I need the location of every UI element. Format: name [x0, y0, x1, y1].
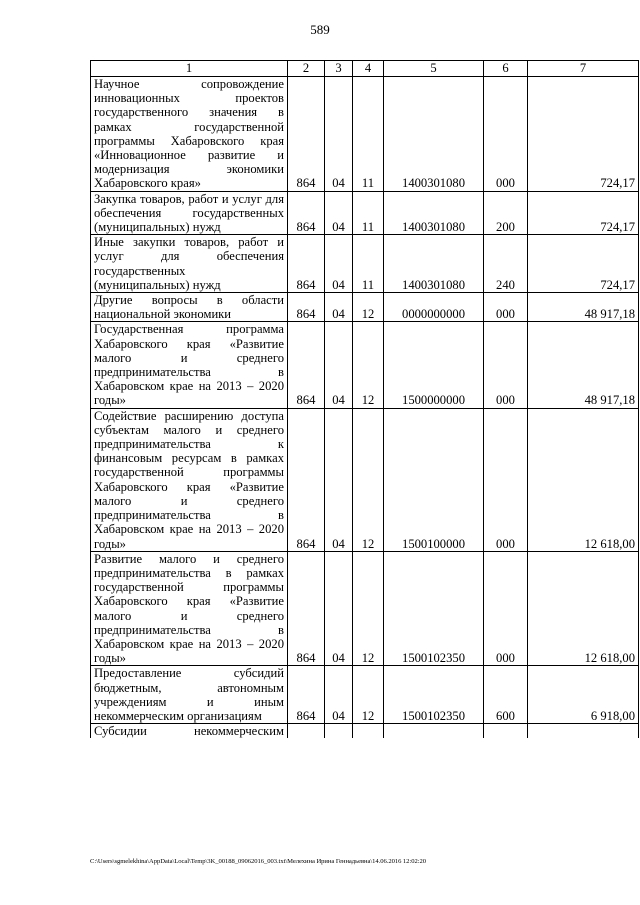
row-name: Другие вопросы в области национальной экономики [91, 293, 288, 322]
cell-amount: 6 918,00 [528, 666, 639, 724]
cell-amount: 12 618,00 [528, 551, 639, 666]
cell-expense-type: 240 [484, 235, 528, 293]
table-row [91, 322, 639, 408]
cell-ministry-code: 864 [288, 191, 325, 235]
cell-expense-type [484, 724, 528, 739]
cell-amount: 724,17 [528, 235, 639, 293]
cell-section: 04 [325, 191, 353, 235]
cell-expense-type: 000 [484, 408, 528, 551]
cell-expense-type: 000 [484, 322, 528, 408]
header-row [91, 61, 639, 77]
cell-amount: 48 917,18 [528, 293, 639, 322]
cell-section [325, 724, 353, 739]
cell-ministry-code: 864 [288, 408, 325, 551]
cell-section: 04 [325, 551, 353, 666]
cell-subsection: 11 [353, 77, 384, 192]
row-name: Предоставление субсидий бюджетным, автономным учреждениям и иным некоммерческим организациям [91, 666, 288, 724]
table-row [91, 408, 639, 551]
cell-ministry-code: 864 [288, 77, 325, 192]
row-name: Содействие расширению доступа субъектам малого и среднего предпринимательства к финансовым ресурсам в рамках государственной программы Хабаровского края «Развитие малого и среднего предпринимательства в Хабаровском крае на 2013 – 2020 годы» [91, 408, 288, 551]
cell-target-article: 1400301080 [384, 77, 484, 192]
cell-subsection [353, 724, 384, 739]
cell-ministry-code: 864 [288, 293, 325, 322]
cell-subsection: 12 [353, 293, 384, 322]
cell-expense-type: 000 [484, 551, 528, 666]
cell-section: 04 [325, 77, 353, 192]
row-name: Научное сопровождение инновационных проектов государственного значения в рамках государственной программы Хабаровского края «Инновационное развитие и модернизация экономики Хабаровского края» [91, 77, 288, 192]
cell-expense-type: 200 [484, 191, 528, 235]
cell-target-article: 1400301080 [384, 235, 484, 293]
cell-target-article: 1500102350 [384, 666, 484, 724]
table-row [91, 191, 639, 235]
row-name: Развитие малого и среднего предпринимательства в рамках государственной программы Хабаровского края «Развитие малого и среднего предпринимательства в Хабаровском крае на 2013 – 2020 годы» [91, 551, 288, 666]
cell-amount [528, 724, 639, 739]
header-col-1: 1 [91, 61, 288, 77]
cell-subsection: 11 [353, 235, 384, 293]
cell-target-article [384, 724, 484, 739]
cell-expense-type: 000 [484, 293, 528, 322]
cell-amount: 48 917,18 [528, 322, 639, 408]
table-row-partial [91, 724, 639, 739]
cell-section: 04 [325, 293, 353, 322]
header-col-4: 4 [353, 61, 384, 77]
table-row [91, 77, 639, 192]
cell-ministry-code: 864 [288, 235, 325, 293]
cell-target-article: 1500000000 [384, 322, 484, 408]
cell-section: 04 [325, 666, 353, 724]
cell-target-article: 1500100000 [384, 408, 484, 551]
cell-amount: 724,17 [528, 77, 639, 192]
cell-ministry-code: 864 [288, 322, 325, 408]
cell-section: 04 [325, 408, 353, 551]
cell-subsection: 12 [353, 408, 384, 551]
page-number: 589 [310, 22, 330, 37]
cell-target-article: 1400301080 [384, 191, 484, 235]
cell-section: 04 [325, 322, 353, 408]
cell-target-article: 1500102350 [384, 551, 484, 666]
file-path-footer: C:\Users\sgmelekhina\AppData\Local\Temp\3K_00188_09062016_003.txt\Мелехина Ирина Геннадьевна\14.06.2016 12:02:20 [90, 858, 426, 865]
header-col-7: 7 [528, 61, 639, 77]
cell-ministry-code: 864 [288, 551, 325, 666]
cell-ministry-code: 864 [288, 666, 325, 724]
budget-table [90, 60, 639, 738]
header-col-3: 3 [325, 61, 353, 77]
table-row [91, 551, 639, 666]
header-col-6: 6 [484, 61, 528, 77]
cell-ministry-code [288, 724, 325, 739]
cell-subsection: 12 [353, 322, 384, 408]
table-row [91, 666, 639, 724]
table-row [91, 235, 639, 293]
cell-expense-type: 600 [484, 666, 528, 724]
cell-subsection: 11 [353, 191, 384, 235]
cell-subsection: 12 [353, 666, 384, 724]
cell-section: 04 [325, 235, 353, 293]
cell-expense-type: 000 [484, 77, 528, 192]
cell-amount: 724,17 [528, 191, 639, 235]
cell-amount: 12 618,00 [528, 408, 639, 551]
row-name: Государственная программа Хабаровского края «Развитие малого и среднего предпринимательства в Хабаровском крае на 2013 – 2020 годы» [91, 322, 288, 408]
row-name: Субсидии некоммерческим [91, 724, 288, 739]
row-name: Иные закупки товаров, работ и услуг для обеспечения государственных (муниципальных) нужд [91, 235, 288, 293]
cell-subsection: 12 [353, 551, 384, 666]
header-col-5: 5 [384, 61, 484, 77]
row-name: Закупка товаров, работ и услуг для обеспечения государственных (муниципальных) нужд [91, 191, 288, 235]
table-row [91, 293, 639, 322]
cell-target-article: 0000000000 [384, 293, 484, 322]
header-col-2: 2 [288, 61, 325, 77]
